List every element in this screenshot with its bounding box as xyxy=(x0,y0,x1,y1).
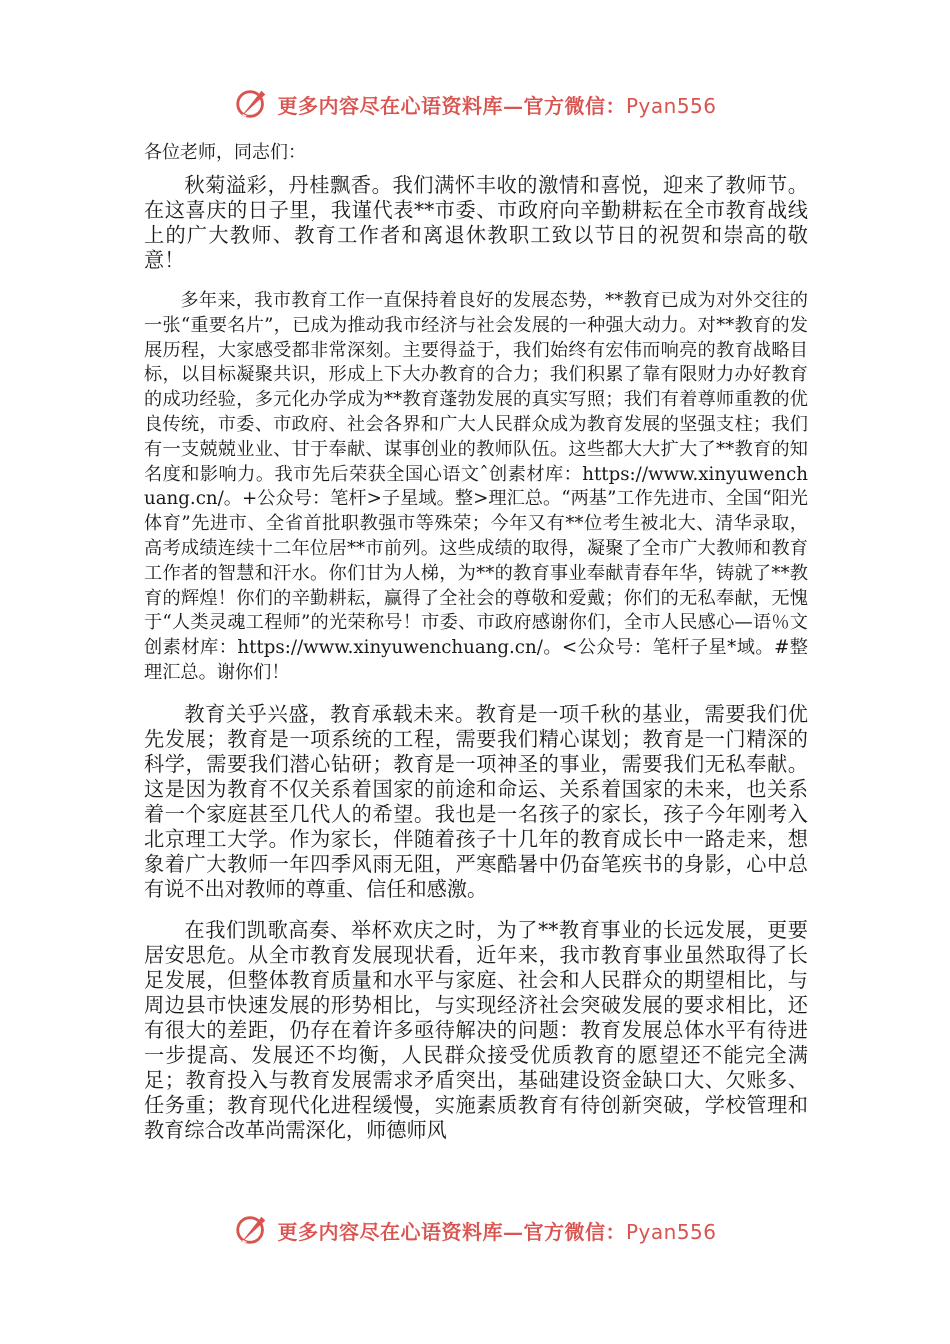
quill-logo-icon xyxy=(233,85,271,123)
banner-dash: — xyxy=(502,1219,524,1244)
paragraph-1: 秋菊溢彩，丹桂飘香。我们满怀丰收的激情和喜悦，迎来了教师节。在这喜庆的日子里，我谨代表**市委、市政府向辛勤耕耘在全市教育战线上的广大教师、教育工作者和离退休教职工致以节日的祝贺和崇高的敬意！ xyxy=(144,173,808,272)
banner-main-text: 更多内容尽在心语资料库 xyxy=(277,93,503,118)
footer-banner xyxy=(0,1208,950,1252)
paragraph-3: 教育关乎兴盛，教育承载未来。教育是一项千秋的基业，需要我们优先发展；教育是一项系统的工程，需要我们精心谋划；教育是一门精深的科学，需要我们潜心钻研；教育是一项神圣的事业，需要我们无私奉献。这是因为教育不仅关系着国家的前途和命运、关系着国家的未来，也关系着一个家庭甚至几代人的希望。我也是一名孩子的家长，孩子今年刚考入北京理工大学。作为家长，伴随着孩子十几年的教育成长中一路走来，想象着广大教师一年四季风雨无阻，严寒酷暑中仍奋笔疾书的身影，心中总有说不出对教师的尊重、信任和感激。 xyxy=(144,701,808,901)
paragraph-2: 多年来，我市教育工作一直保持着良好的发展态势，**教育已成为对外交往的一张“重要名片”，已成为推动我市经济与社会发展的一种强大动力。对**教育的发展历程，大家感受都非常深刻。主要得益于，我们始终有宏伟而响亮的教育战略目标，以目标凝聚共识，形成上下大办教育的合力；我们积累了靠有限财力办好教育的成功经验，多元化办学成为**教育蓬勃发展的真实写照；我们有着尊师重教的优良传统，市委、市政府、社会各界和广大人民群众成为教育发展的坚强支柱；我们有一支兢兢业业、甘于奉献、谋事创业的教师队伍。这些都大大扩大了**教育的知名度和影响力。我市先后荣获全国心语文ˆ创素材库：https://www.xinyuwenchuang.cn/。+公众号：笔杆>子星域。整>理汇总。“两基”工作先进市、全国“阳光体育”先进市、全省首批职教强市等殊荣；今年又有**位考生被北大、清华录取，高考成绩连续十二年位居**市前列。这些成绩的取得，凝聚了全市广大教师和教育工作者的智慧和汗水。你们甘为人梯，为**的教育事业奉献青春年华，铸就了**教育的辉煌！你们的辛勤耕耘，赢得了全社会的尊敬和爱戴；你们的无私奉献，无愧于“人类灵魂工程师”的光荣称号！市委、市政府感谢你们，全市人民感心—语％文创素材库：https://www.xinyuwenchuang.cn/。<公众号：笔杆子星*域。#整理汇总。谢你们！ xyxy=(144,290,808,683)
banner-text xyxy=(277,1216,716,1245)
banner-main-text: 更多内容尽在心语资料库 xyxy=(277,1219,503,1244)
banner-dash: — xyxy=(502,93,524,118)
document-body xyxy=(144,140,808,1159)
banner-label: 官方微信： xyxy=(523,93,626,118)
banner-wechat-id: Pyan556 xyxy=(625,93,717,118)
banner-text xyxy=(277,90,716,119)
quill-logo-icon xyxy=(233,1211,271,1249)
header-banner xyxy=(0,82,950,126)
banner-label: 官方微信： xyxy=(523,1219,626,1244)
paragraph-4: 在我们凯歌高奏、举杯欢庆之时，为了**教育事业的长远发展，更要居安思危。从全市教育发展现状看，近年来，我市教育事业虽然取得了长足发展，但整体教育质量和水平与家庭、社会和人民群众的期望相比，与周边县市快速发展的形势相比，与实现经济社会突破发展的要求相比，还有很大的差距，仍存在着许多亟待解决的问题：教育发展总体水平有待进一步提高、发展还不均衡，人民群众接受优质教育的愿望还不能完全满足；教育投入与教育发展需求矛盾突出，基础建设资金缺口大、欠账多、任务重；教育现代化进程缓慢，实施素质教育有待创新突破，学校管理和教育综合改革尚需深化，师德师风 xyxy=(144,917,808,1142)
greeting: 各位老师，同志们： xyxy=(144,142,306,163)
banner-wechat-id: Pyan556 xyxy=(625,1219,717,1244)
